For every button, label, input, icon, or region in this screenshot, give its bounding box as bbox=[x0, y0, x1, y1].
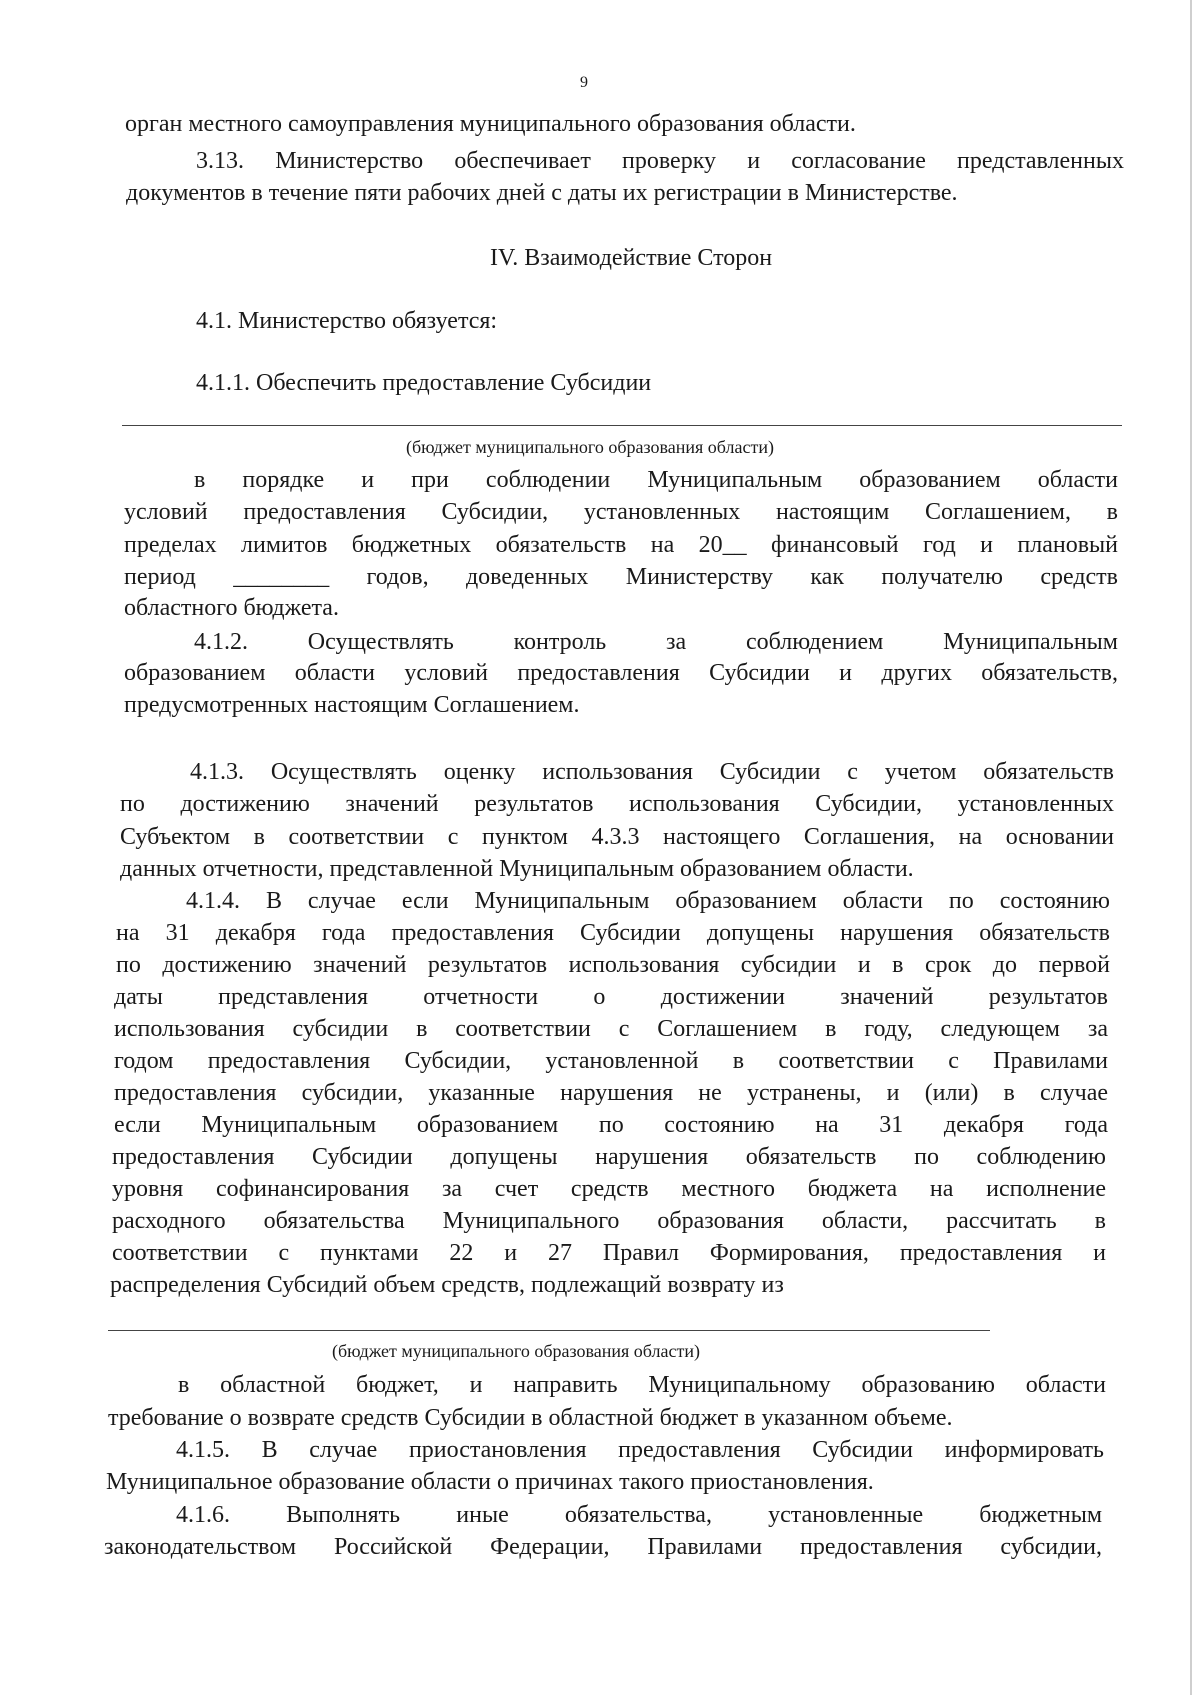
text-line: соответствии с пунктами 22 и 27 Правил Формирования, предоставления и bbox=[112, 1240, 1106, 1266]
text-line: распределения Субсидий объем средств, подлежащий возврату из bbox=[110, 1272, 784, 1298]
text-line: орган местного самоуправления муниципального образования области. bbox=[125, 111, 856, 137]
text-line: 4.1.5. В случае приостановления предоставления Субсидии информировать bbox=[176, 1437, 1104, 1463]
text-line: образованием области условий предоставления Субсидии и других обязательств, bbox=[124, 660, 1118, 686]
text-line: годом предоставления Субсидии, установленной в соответствии с Правилами bbox=[114, 1048, 1108, 1074]
text-line: предоставления субсидии, указанные нарушения не устранены, и (или) в случае bbox=[114, 1080, 1108, 1106]
text-line: Муниципальное образование области о причинах такого приостановления. bbox=[106, 1469, 874, 1495]
text-line: в порядке и при соблюдении Муниципальным образованием области bbox=[194, 467, 1118, 493]
text-line: законодательством Российской Федерации, Правилами предоставления субсидии, bbox=[104, 1534, 1102, 1560]
text-line: 4.1. Министерство обязуется: bbox=[196, 308, 498, 334]
text-line: предусмотренных настоящим Соглашением. bbox=[124, 692, 580, 718]
text-line: по достижению значений результатов использования субсидии и в срок до первой bbox=[116, 952, 1110, 978]
scan-edge bbox=[1190, 0, 1192, 1695]
text-line: 4.1.6. Выполнять иные обязательства, установленные бюджетным bbox=[176, 1502, 1102, 1528]
text-line: 4.1.2. Осуществлять контроль за соблюдением Муниципальным bbox=[194, 629, 1118, 655]
text-line: 3.13. Министерство обеспечивает проверку и согласование представленных bbox=[196, 148, 1124, 174]
text-line: требование о возврате средств Субсидии в областной бюджет в указанном объеме. bbox=[108, 1405, 953, 1431]
text-line: уровня софинансирования за счет средств местного бюджета на исполнение bbox=[112, 1176, 1106, 1202]
text-line: по достижению значений результатов использования Субсидии, установленных bbox=[120, 791, 1114, 817]
text-line: если Муниципальным образованием по состоянию на 31 декабря года bbox=[114, 1112, 1108, 1138]
text-line: предоставления Субсидии допущены нарушения обязательств по соблюдению bbox=[112, 1144, 1106, 1170]
section-title: IV. Взаимодействие Сторон bbox=[490, 245, 773, 271]
text-line: 4.1.1. Обеспечить предоставление Субсидии bbox=[196, 370, 652, 396]
text-line: 4.1.4. В случае если Муниципальным образованием области по состоянию bbox=[186, 888, 1110, 914]
text-line: даты представления отчетности о достижении значений результатов bbox=[114, 984, 1108, 1010]
fill-in-line bbox=[122, 425, 1122, 426]
text-line: данных отчетности, представленной Муниципальным образованием области. bbox=[120, 856, 914, 882]
text-line: областного бюджета. bbox=[124, 595, 339, 621]
text-line: расходного обязательства Муниципального образования области, рассчитать в bbox=[112, 1208, 1106, 1234]
text-line: пределах лимитов бюджетных обязательств на 20__ финансовый год и плановый bbox=[124, 532, 1118, 558]
field-caption: (бюджет муниципального образования области) bbox=[406, 437, 774, 457]
text-line: Субъектом в соответствии с пунктом 4.3.3 настоящего Соглашения, на основании bbox=[120, 824, 1114, 850]
text-line: условий предоставления Субсидии, установленных настоящим Соглашением, в bbox=[124, 499, 1118, 525]
page-number: 9 bbox=[580, 74, 588, 91]
fill-in-line bbox=[108, 1330, 990, 1331]
text-line: период ________ годов, доведенных Министерству как получателю средств bbox=[124, 564, 1118, 590]
text-line: в областной бюджет, и направить Муниципальному образованию области bbox=[178, 1372, 1106, 1398]
text-line: 4.1.3. Осуществлять оценку использования Субсидии с учетом обязательств bbox=[190, 759, 1114, 785]
text-line: на 31 декабря года предоставления Субсидии допущены нарушения обязательств bbox=[116, 920, 1110, 946]
text-line: использования субсидии в соответствии с Соглашением в году, следующем за bbox=[114, 1016, 1108, 1042]
field-caption: (бюджет муниципального образования области) bbox=[332, 1341, 700, 1361]
text-line: документов в течение пяти рабочих дней с даты их регистрации в Министерстве. bbox=[126, 180, 958, 206]
